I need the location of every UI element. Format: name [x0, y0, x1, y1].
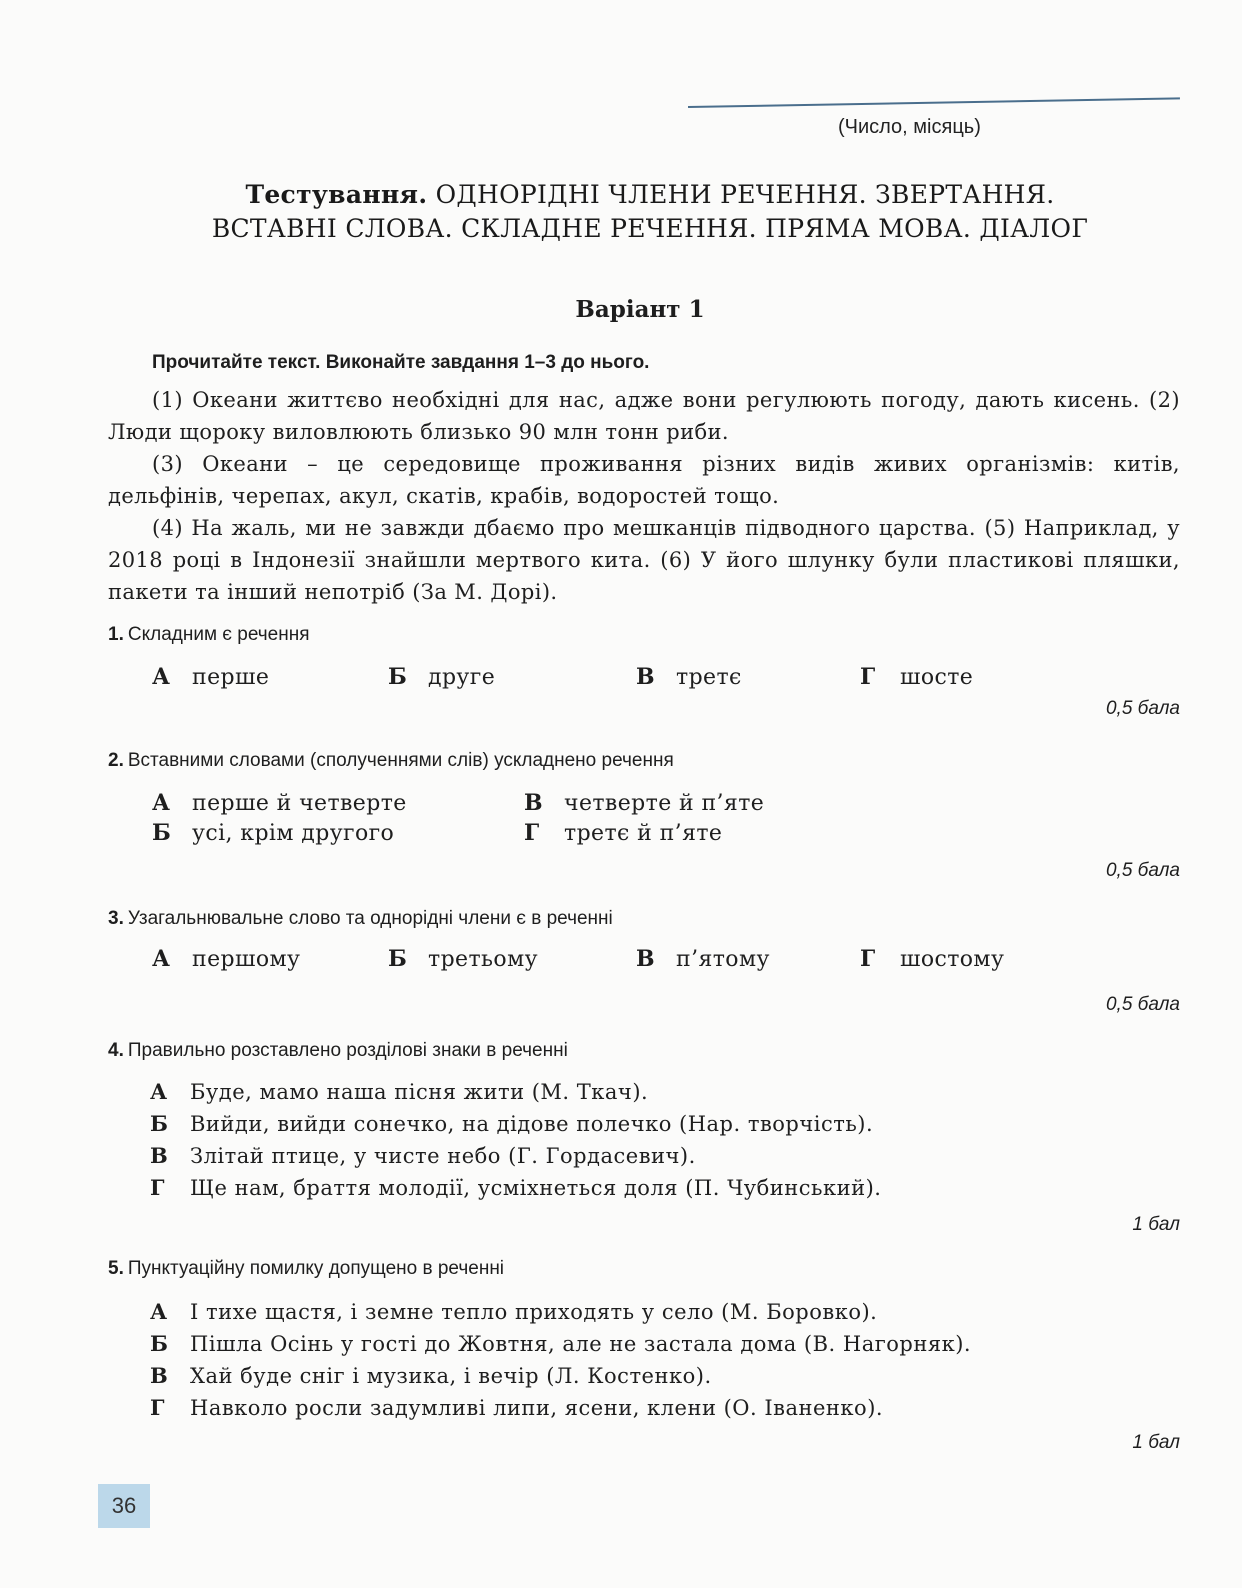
- option-text: друге: [428, 665, 496, 690]
- option-letter: А: [152, 664, 171, 690]
- option-text: перше й четверте: [192, 791, 407, 816]
- option-letter: А: [152, 946, 171, 972]
- option-letter: Б: [152, 820, 172, 846]
- option-letter: Г: [860, 946, 876, 972]
- options-q4: [150, 1076, 881, 1204]
- option-text: Буде, мамо наша пісня жити (М. Ткач).: [190, 1080, 649, 1104]
- option-text: третє й п’яте: [564, 821, 723, 846]
- question-text: Складним є речення: [127, 624, 310, 645]
- score-q5: 1 бал: [1132, 1432, 1180, 1453]
- option-a[interactable]: [150, 1076, 881, 1108]
- option-text: Навколо росли задумливі липи, ясени, клени (О. Іваненко).: [190, 1396, 884, 1420]
- option-b[interactable]: [388, 664, 495, 690]
- option-b[interactable]: [150, 1328, 971, 1360]
- option-text: Злітай птице, у чисте небо (Г. Гордасевич).: [190, 1144, 696, 1168]
- instruction: Прочитайте текст. Виконайте завдання 1–3 до нього.: [152, 352, 650, 373]
- option-letter: Б: [388, 946, 408, 972]
- variant-heading: Варіант 1: [575, 296, 705, 323]
- option-v[interactable]: [636, 664, 742, 690]
- score-q1: 0,5 бала: [1105, 698, 1180, 719]
- question-text: Вставними словами (сполученнями слів) ускладнено речення: [127, 750, 674, 771]
- option-a[interactable]: [152, 946, 300, 972]
- option-text: Ще нам, браття молодії, усміхнеться доля (П. Чубинський).: [190, 1176, 882, 1200]
- option-letter: Б: [150, 1331, 169, 1356]
- options-q5: [150, 1296, 971, 1424]
- date-label: (Число, місяць): [838, 116, 981, 138]
- option-letter: В: [150, 1363, 169, 1388]
- reading-passage: [108, 384, 1180, 608]
- question-5: [108, 1258, 504, 1280]
- option-text: шостому: [900, 947, 1005, 972]
- question-number: 3.: [108, 908, 124, 929]
- score-q3: 0,5 бала: [1105, 994, 1180, 1015]
- score-q4: 1 бал: [1132, 1214, 1180, 1235]
- question-text: Правильно розставлено розділові знаки в реченні: [127, 1040, 568, 1061]
- option-g[interactable]: [860, 946, 1004, 972]
- question-2: [108, 750, 674, 772]
- option-letter: А: [152, 790, 171, 816]
- option-b[interactable]: [388, 946, 538, 972]
- option-letter: В: [524, 790, 543, 816]
- question-number: 1.: [108, 624, 124, 645]
- question-text: Пунктуаційну помилку допущено в реченні: [127, 1258, 505, 1279]
- option-a[interactable]: [152, 664, 269, 690]
- option-text: Хай буде сніг і музика, і вечір (Л. Костенко).: [190, 1364, 712, 1388]
- option-text: першому: [192, 947, 301, 972]
- option-letter: Б: [388, 664, 408, 690]
- option-text: І тихе щастя, і земне тепло приходять у село (М. Боровко).: [190, 1300, 878, 1324]
- page-title: [120, 178, 1180, 246]
- option-letter: Г: [524, 820, 540, 846]
- option-text: Вийди, вийди сонечко, на дідове полечко (Нар. творчість).: [190, 1112, 874, 1136]
- option-text: четверте й п’яте: [564, 791, 765, 816]
- option-text: п’ятому: [676, 947, 770, 972]
- option-b[interactable]: [150, 1108, 881, 1140]
- option-letter: А: [150, 1079, 168, 1104]
- title-line1: ОДНОРІДНІ ЧЛЕНИ РЕЧЕННЯ. ЗВЕРТАННЯ.: [435, 180, 1055, 209]
- option-v[interactable]: [150, 1360, 971, 1392]
- option-letter: Г: [860, 664, 876, 690]
- page-number: 36: [98, 1484, 150, 1528]
- option-v[interactable]: [636, 946, 770, 972]
- title-line2: ВСТАВНІ СЛОВА. СКЛАДНЕ РЕЧЕННЯ. ПРЯМА МОВА. ДІАЛОГ: [211, 214, 1089, 243]
- option-a[interactable]: [150, 1296, 971, 1328]
- option-text: шосте: [900, 665, 974, 690]
- option-a[interactable]: [152, 790, 407, 816]
- question-1: [108, 624, 310, 646]
- question-number: 4.: [108, 1040, 124, 1061]
- question-4: [108, 1040, 568, 1062]
- option-b[interactable]: [152, 820, 394, 846]
- option-g[interactable]: [150, 1392, 971, 1424]
- question-number: 5.: [108, 1258, 124, 1279]
- option-v[interactable]: [524, 790, 764, 816]
- passage-paragraph: (3) Океани – це середовище проживання різних видів живих організмів: китів, дельфінів, черепах, акул, скатів, крабів, водоростей тощо.: [108, 452, 1180, 508]
- date-rule: [688, 97, 1180, 108]
- option-text: перше: [192, 665, 270, 690]
- option-g[interactable]: [860, 664, 973, 690]
- option-letter: Г: [150, 1395, 165, 1420]
- option-v[interactable]: [150, 1140, 881, 1172]
- option-letter: В: [636, 946, 655, 972]
- question-3: [108, 908, 613, 930]
- option-g[interactable]: [524, 820, 722, 846]
- title-lead: Тестування.: [245, 180, 428, 209]
- option-g[interactable]: [150, 1172, 881, 1204]
- question-text: Узагальнювальне слово та однорідні члени є в реченні: [127, 908, 613, 929]
- option-letter: А: [150, 1299, 168, 1324]
- option-text: третьому: [428, 947, 538, 972]
- option-letter: Г: [150, 1175, 165, 1200]
- option-letter: В: [150, 1143, 169, 1168]
- option-text: третє: [676, 665, 742, 690]
- option-text: усі, крім другого: [192, 821, 395, 846]
- question-number: 2.: [108, 750, 124, 771]
- option-letter: В: [636, 664, 655, 690]
- passage-paragraph: (1) Океани життєво необхідні для нас, адже вони регулюють погоду, дають кисень. (2) Люди щороку виловлюють близько 90 млн тонн риби.: [108, 388, 1180, 444]
- passage-paragraph: (4) На жаль, ми не завжди дбаємо про мешканців підводного царства. (5) Наприклад, у 2018 році в Індонезії знайшли мертвого кита. (6) У його шлунку були пластикові пляшки, пакети та інший непотріб (За М. Дорі).: [108, 516, 1180, 604]
- option-text: Пішла Осінь у гості до Жовтня, але не застала дома (В. Нагорняк).: [190, 1332, 972, 1356]
- score-q2: 0,5 бала: [1105, 860, 1180, 881]
- option-letter: Б: [150, 1111, 169, 1136]
